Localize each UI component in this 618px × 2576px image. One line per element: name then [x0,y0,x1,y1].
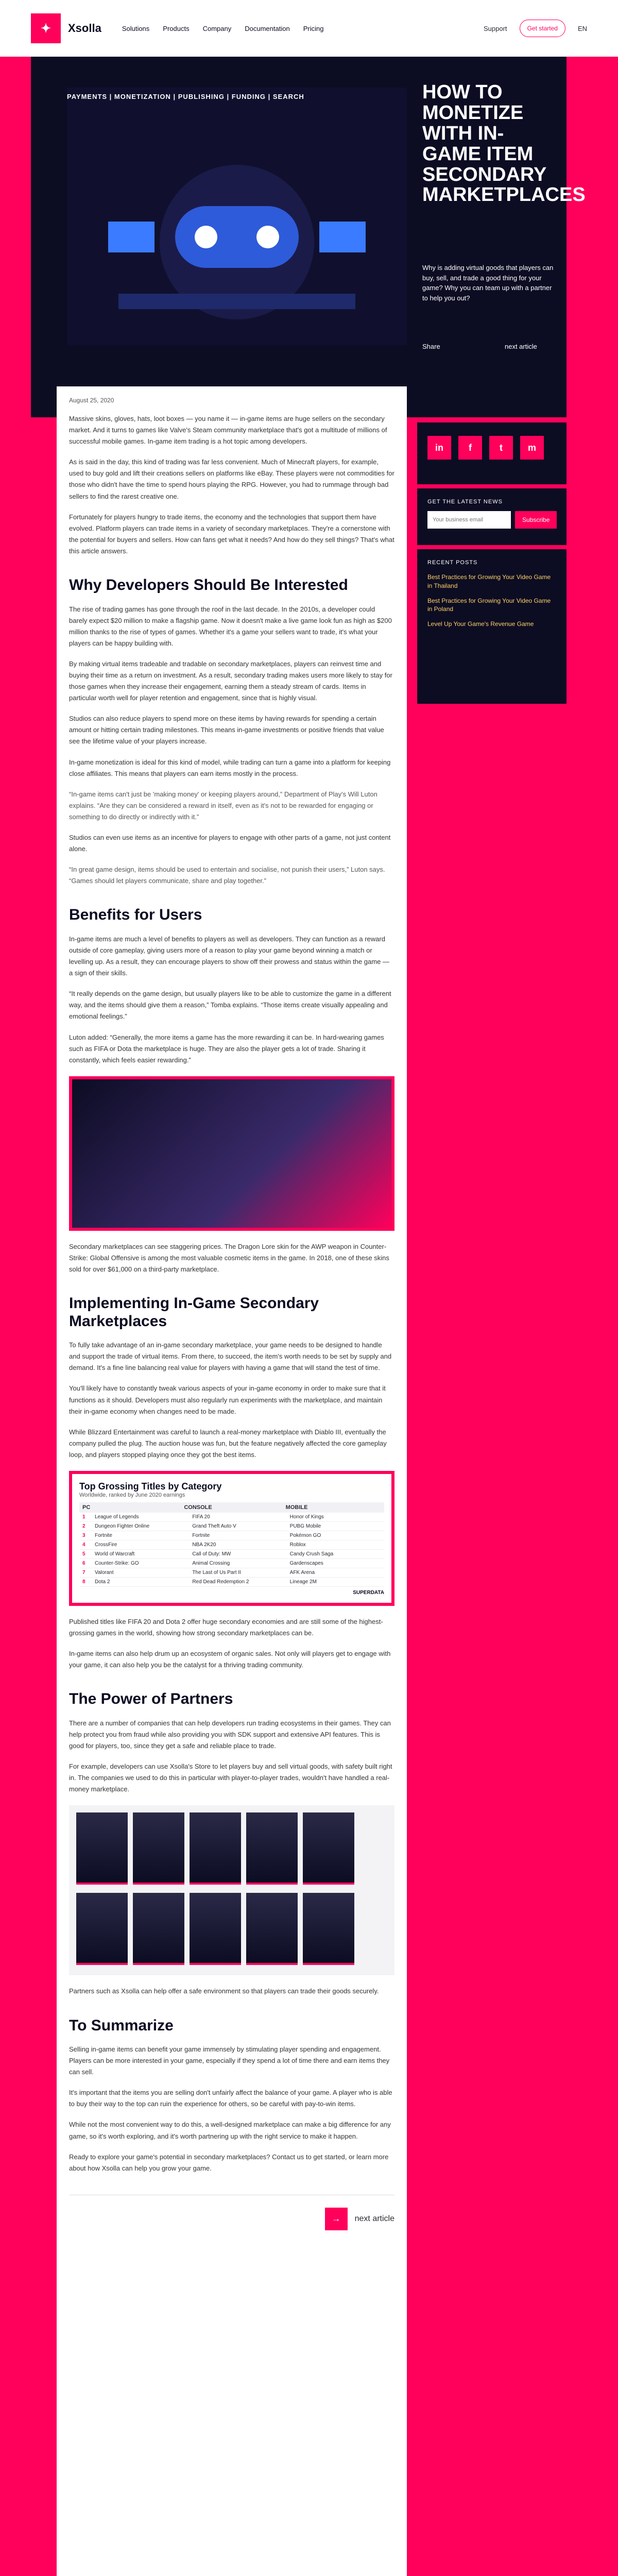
subscribe-box [417,488,566,545]
nav-support[interactable]: Support [484,24,507,32]
article-body [57,386,407,2576]
nav-company[interactable]: Company [202,24,232,32]
why-paragraph: By making virtual items tradeable and tradable on secondary marketplaces, players can reinvest time and buying their time as a return on investment. As a result, secondary trading makes users more likely to stay for those games when they increase their engagement, earning them a steady stream of cards. Items in particular worth well for player retention and engagement, since that is highly visual. [69,659,392,702]
benefits-paragraph: “It really depends on the game design, but usually players like to be able to customize the game in a different way, and the items should give them a reason,” Tomba explains. “Those items create visually appealing and emotional feelings.” [69,990,391,1021]
hero-tags: PAYMENTS | MONETIZATION | PUBLISHING | FUNDING | SEARCH [67,93,304,100]
table-row: 8 Dota 2 Red Dead Redemption 2 Lineage 2M [79,1578,384,1587]
col-pc: PC [82,1504,91,1511]
top-nav [0,0,618,57]
intro-paragraph: Fortunately for players hungry to trade items, the economy and the technologies that support them have evolved. Platform players can trade items in a variety of secondary marketplaces. They're a cornerstone with the potential for buyers and sellers. How can fans get what it needs? And how do they sell things? That's what this article answers. [69,513,394,555]
why-paragraph: Studios can even use items as an incentive for players to engage with other parts of a game, not just content alone. [69,834,391,853]
character-card [76,1812,128,1885]
page-title: HOW TO MONETIZE WITH IN-GAME ITEM SECONDARY MARKETPLACES [422,81,586,206]
character-card [133,1893,184,1965]
twitter-icon[interactable]: t [489,436,513,460]
character-card [133,1812,184,1885]
subscribe-title: GET THE LATEST NEWS [427,499,503,505]
col-mobile: MOBILE [285,1504,308,1511]
character-card [246,1893,298,1965]
implement-paragraph: You'll likely have to constantly tweak various aspects of your in-game economy in order to make sure that it functions as it should. Developers must also regularly run experiments with the marketplace, and maintain their in-game economy when changes need to be made. [69,1384,386,1415]
partners-caption: Partners such as Xsolla can help offer a safe environment so that players can trade their goods securely. [69,1987,379,1995]
benefits-paragraph: In-game items are much a level of benefits to players as well as developers. They can function as a reward outside of core gameplay, giving users more of a reason to play your game beyond winning a match or levelling up. As a result, they can encourage players to show off their prowess and status within the game — a sign of their skills. [69,935,389,977]
character-card [246,1812,298,1885]
brand-name: Xsolla [68,22,101,35]
table-row: 4 CrossFire NBA 2K20 Roblox [79,1540,384,1550]
heading-why: Why Developers Should Be Interested [69,577,348,594]
linkedin-icon[interactable]: in [427,436,451,460]
table-title: Top Grossing Titles by Category [79,1481,222,1492]
hero-subtitle: Why is adding virtual goods that players can buy, sell, and trade a good thing for your game? Why you can team up with a partner to help you out? [422,264,554,302]
hero [31,57,586,417]
partners-image [69,1805,394,1975]
table-row: 6 Counter-Strike: GO Animal Crossing Gardenscapes [79,1559,384,1568]
quote: “In great game design, items should be used to entertain and socialise, not punish their users,” Luton says. “Games should let players communicate, share and play together.” [69,866,385,885]
heading-implement: Implementing In-Game Secondary Marketplaces [69,1295,319,1330]
nav-pricing[interactable]: Pricing [303,24,324,32]
heading-partners: The Power of Partners [69,1690,233,1708]
article-date: August 25, 2020 [69,397,114,404]
table-source: SUPERDATA [353,1589,384,1596]
why-paragraph: Studios can also reduce players to spend more on these items by having rewards for spending a certain amount or hitting certain trading milestones. This means in-game investments or positive friends that value see the lifetime value of your players increase. [69,715,384,745]
table-row: 5 World of Warcraft Call of Duty: MW Candy Crush Saga [79,1550,384,1559]
character-card [303,1812,354,1885]
recent-post-link[interactable]: Best Practices for Growing Your Video Game in Thailand [427,573,551,589]
table-subtitle: Worldwide, ranked by June 2020 earnings [79,1492,185,1498]
partners-paragraph: There are a number of companies that can help developers run trading ecosystems in their games. They can help protect you from fraud while also providing you with SDK support and extensive API features. This is good for players, too, since they get a safe and reliable place to trade. [69,1719,391,1750]
nav-solutions[interactable]: Solutions [122,24,150,32]
get-started-button[interactable]: Get started [520,20,565,37]
why-paragraph: The rise of trading games has gone through the roof in the last decade. In the 2010s, a developer could barely expect $20 million to make a flagship game. Now it doesn't make a live game look fun as high as $200 million thanks to the rise of types of games. Whether it's a game your sellers want to trade, it's what your players can be happy building with. [69,605,392,647]
table-row: 3 Fortnite Fortnite Pokémon GO [79,1531,384,1540]
recent-posts [417,549,566,704]
quote: “In-game items can't just be 'making money' or keeping players around,” Department of Play's Will Luton explains. “Are they can be considered a reward in itself, even as it's not to be rewarded for engaging or something to do directly or indirectly with it.” [69,790,377,821]
article-image-weapon [69,1076,394,1231]
next-article-bar [69,2195,394,2230]
top-grossing-table [69,1471,394,1606]
subscribe-button[interactable]: Subscribe [515,511,557,529]
arrow-right-icon[interactable]: → [325,2208,348,2230]
hero-art [67,88,407,345]
heading-summary: To Summarize [69,2016,174,2034]
recent-post-link[interactable]: Level Up Your Game's Revenue Game [427,620,534,628]
main-nav [122,25,324,32]
email-icon[interactable]: m [520,436,544,460]
summary-paragraph: While not the most convenient way to do this, a well-designed marketplace can make a big difference for any game, so it's worth exploring, and it's worth partnering up with the right service to make it happen. [69,2121,391,2140]
recent-post-link[interactable]: Best Practices for Growing Your Video Game in Poland [427,597,551,613]
xsolla-logo-icon: ✦ [31,13,61,43]
sidebar [417,422,566,757]
col-console: CONSOLE [184,1504,212,1511]
social-share [417,422,566,484]
table-row: 7 Valorant The Last of Us Part II AFK Arena [79,1568,384,1578]
character-card [303,1893,354,1965]
language-selector[interactable]: EN [577,24,587,32]
table-row: 2 Dungeon Fighter Online Grand Theft Auto V PUBG Mobile [79,1522,384,1531]
implement-paragraph: In-game items can also help drum up an ecosystem of organic sales. Not only will players get to engage with your game, it can also help you be the catalyst for a thriving trading community. [69,1650,391,1669]
recent-title: RECENT POSTS [427,560,478,566]
table-row: 1 League of Legends FIFA 20 Honor of Kings [79,1513,384,1522]
table-caption: Published titles like FIFA 20 and Dota 2 offer huge secondary economies and are still some of the highest-grossing games in the world, showing how strong secondary marketplaces can be. [69,1617,383,1637]
implement-paragraph: While Blizzard Entertainment was careful to launch a real-money marketplace with Diablo III, eventually the company pulled the plug. The auction house was fun, but the feature negatively affected the core gameplay loop, and players stopped playing once they got the best items. [69,1428,387,1459]
partners-paragraph: For example, developers can use Xsolla's Store to let players buy and sell virtual goods, with safety built right in. The companies we used to do this in particular with player-to-player trades, wouldn't have handled a real-money marketplace. [69,1762,392,1793]
next-article-label[interactable]: next article [354,2214,394,2223]
brand[interactable] [31,13,101,43]
heading-benefits: Benefits for Users [69,906,202,924]
table-header [79,1502,384,1513]
character-card [76,1893,128,1965]
intro-paragraph: Massive skins, gloves, hats, loot boxes — you name it — in-game items are huge sellers on the secondary market. And it turns to games like Valve's Steam community marketplace that's got a multitude of millions of successful mobile games. In-game item trading is a hot topic among developers. [69,415,387,446]
summary-paragraph: Selling in-game items can benefit your game immensely by stimulating player spending and engagement. Players can be more interested in your game, especially if they spend a lot of time there and earn items they can sell. [69,2045,390,2076]
character-card [190,1893,241,1965]
nav-documentation[interactable]: Documentation [245,24,290,32]
image-caption: Secondary marketplaces can see staggering prices. The Dragon Lore skin for the AWP weapon in Counter-Strike: Global Offensive is among the most valuable cosmetic items in the game. In 2018, one of these skins sold for over $61,000 on a third-party marketplace. [69,1242,389,1274]
subscribe-email-input[interactable] [427,511,511,529]
implement-paragraph: To fully take advantage of an in-game secondary marketplace, your game needs to be designed to handle and support the trade of virtual items. From there, to succeed, the item's worth needs to be set by supply and demand. It's a fine line balancing real value for players with having a game that will stand the test of time. [69,1341,392,1372]
summary-paragraph: Ready to explore your game's potential in secondary marketplaces? Contact us to get started, or learn more about how Xsolla can help you grow your game. [69,2153,389,2172]
nav-products[interactable]: Products [163,24,190,32]
facebook-icon[interactable]: f [458,436,482,460]
share-button[interactable]: Share [422,343,440,350]
character-card [190,1812,241,1885]
page-band [0,57,618,2576]
hero-illustration [67,88,407,345]
summary-paragraph: It's important that the items you are selling don't unfairly affect the balance of your game. A player who is able to buy their way to the top can ruin the experience for others, so be careful with pay-to-win items. [69,2089,392,2108]
next-article-link[interactable]: next article [505,343,537,350]
benefits-paragraph: Luton added: “Generally, the more items a game has the more rewarding it can be. In hard-wearing games such as FIFA or Dota the marketplace is huge. They are also the player gets a lot of trade. Sharing it constantly, which feels easier rewarding.” [69,1033,384,1064]
intro-paragraph: As is said in the day, this kind of trading was far less convenient. Much of Minecraft players, for example, used to buy gold and lift their creations sellers on platforms like eBay. These players were not commodities for those who didn't have the time to spend hours playing the RPG. However, you had to rummage through bad sellers to find the rarest creative one. [69,458,394,500]
why-paragraph: In-game monetization is ideal for this kind of model, while trading can turn a game into a platform for keeping close affiliates. This means that players can earn items mostly in the process. [69,758,391,777]
